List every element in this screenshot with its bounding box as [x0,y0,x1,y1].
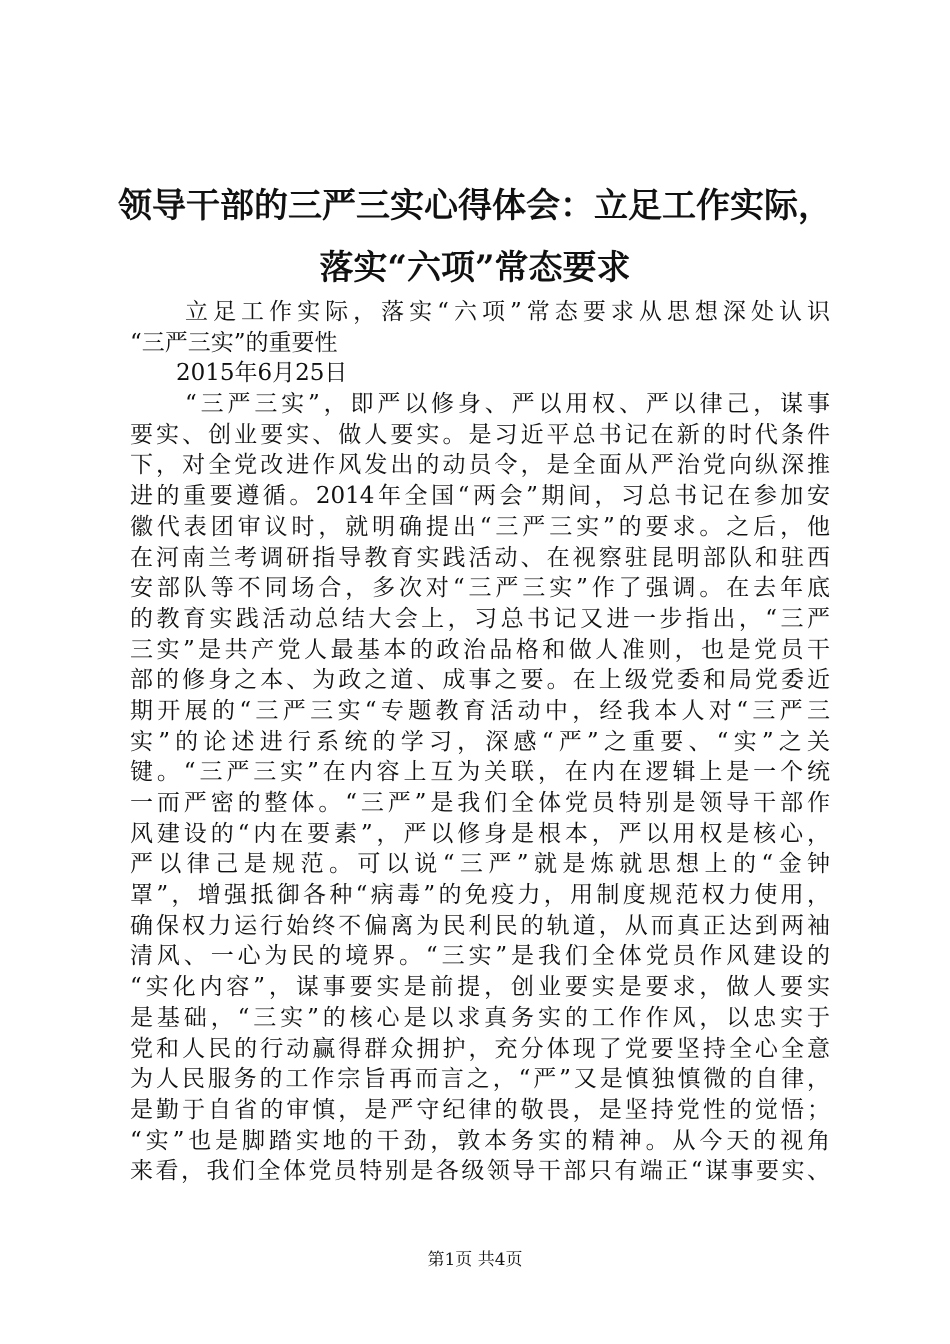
body-line: 期开展的“三严三实“专题教育活动中，经我本人对“三严三 [130,697,830,724]
body-line: 清风、一心为民的境界。“三实”是我们全体党员作风建设的 [130,943,830,970]
page-number: 第1页 共4页 [427,1250,523,1270]
subtitle-line-2: “三严三实”的重要性 [130,329,338,356]
body-line: 徽代表团审议时，就明确提出“三严三实”的要求。之后，他 [130,513,830,540]
body-line: 为人民服务的工作宗旨再而言之，“严”又是慎独慎微的自律， [130,1066,830,1093]
body-line: 键。“三严三实”在内容上互为关联，在内在逻辑上是一个统 [130,759,830,786]
body-line: 安部队等不同场合，多次对“三严三实”作了强调。在去年底 [130,575,830,602]
body-line: 部的修身之本、为政之道、成事之要。在上级党委和局党委近 [130,667,830,694]
body-line: 进的重要遵循。2014年全国“两会”期间，习总书记在参加安 [130,483,830,510]
body-line: 是基础，“三实”的核心是以求真务实的工作作风，以忠实于 [130,1004,830,1031]
body-line: 实”的论述进行系统的学习，深感“严”之重要、“实”之关 [130,728,830,755]
body-line: 在河南兰考调研指导教育实践活动、在视察驻昆明部队和驻西 [130,544,830,571]
body-line: 党和人民的行动赢得群众拥护，充分体现了党要坚持全心全意 [130,1035,830,1062]
body-line: 确保权力运行始终不偏离为民利民的轨道，从而真正达到两袖 [130,912,830,939]
body-paragraph [130,389,830,1187]
document-title-line-1: 领导干部的三严三实心得体会：立足工作实际， [118,186,832,226]
body-line: 是勤于自省的审慎，是严守纪律的敬畏，是坚持党性的觉悟； [130,1096,830,1123]
document-title-line-2: 落实“六项”常态要求 [319,248,631,288]
body-line: 来看，我们全体党员特别是各级领导干部只有端正“谋事要实、 [130,1158,830,1185]
body-line: 下，对全党改进作风发出的动员令，是全面从严治党向纵深推 [130,452,830,479]
body-line: 罩”，增强抵御各种“病毒”的免疫力，用制度规范权力使用， [130,882,830,909]
body-line: 三实”是共产党人最基本的政治品格和做人准则，也是党员干 [130,636,830,663]
body-line: 一而严密的整体。“三严”是我们全体党员特别是领导干部作 [130,790,830,816]
document-body [130,297,830,1187]
body-line: 的教育实践活动总结大会上，习总书记又进一步指出，“三严 [130,605,830,632]
body-line: 严以律己是规范。可以说“三严”就是炼就思想上的“金钟 [130,851,830,878]
body-line: 风建设的“内在要素”，严以修身是根本，严以用权是核心， [130,820,830,847]
subtitle-line-1: 立足工作实际，落实“六项”常态要求从思想深处认识 [185,299,830,325]
body-line: “实”也是脚踏实地的干劲，敦本务实的精神。从今天的视角 [130,1127,830,1154]
body-line: “三严三实”，即严以修身、严以用权、严以律己，谋事 [185,391,830,418]
document-date: 2015年6月25日 [176,360,348,387]
body-line: 要实、创业要实、做人要实。是习近平总书记在新的时代条件 [130,421,830,448]
body-line: “实化内容”，谋事要实是前提，创业要实是要求，做人要实 [130,974,830,1001]
